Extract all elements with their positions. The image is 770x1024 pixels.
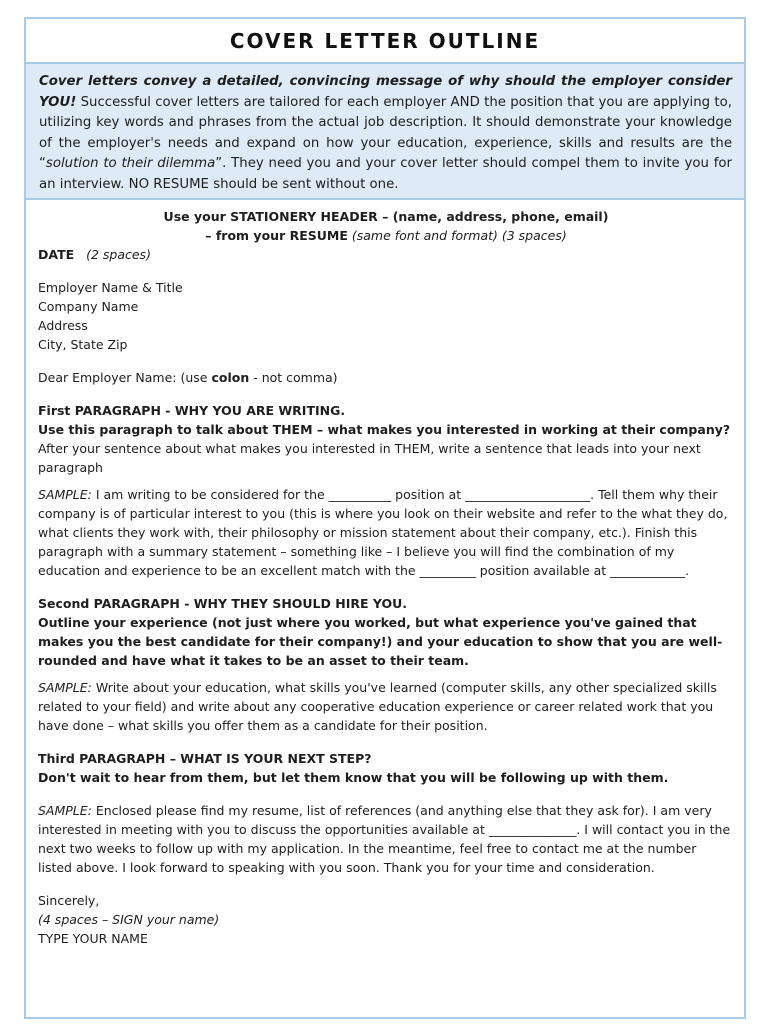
intro-italic: solution to their dilemma xyxy=(45,156,216,171)
p2-sample xyxy=(38,678,734,735)
p1-heading: First PARAGRAPH - WHY YOU ARE WRITING. xyxy=(38,403,346,418)
intro-text-2: ”. They need you and your cover letter should compel them to invite you for an interview. NO RESUME should be sent without one. xyxy=(39,156,732,192)
p1-text: After your sentence about what makes you interested in THEM, write a sentence that leads into your next paragraph xyxy=(38,441,701,475)
salutation-post: - not comma) xyxy=(249,370,338,385)
date-note: (2 spaces) xyxy=(86,247,151,262)
employer-line-4: City, State Zip xyxy=(38,337,128,352)
closing-name: TYPE YOUR NAME xyxy=(38,931,148,946)
p1-subheading: Use this paragraph to talk about THEM – what makes you interested in working at their company? xyxy=(38,422,731,437)
p3-sample-text: Enclosed please find my resume, list of references (and anything else that they ask for). I am very interested in meeting with you to discuss the opportunities available at ______________. I will contact you in the next two weeks to follow up with my application. In the meantime, feel free to contact me at the number listed above. I look forward to speaking with you soon. Thank you for your time and consideration. xyxy=(38,803,731,875)
closing-sincerely: Sincerely, xyxy=(38,893,100,908)
p3-heading: Third PARAGRAPH – WHAT IS YOUR NEXT STEP? xyxy=(38,751,372,766)
p2-sample-label: SAMPLE: xyxy=(38,680,92,695)
page-title: COVER LETTER OUTLINE xyxy=(229,28,541,53)
employer-line-3: Address xyxy=(38,318,88,333)
header-resume: – from your RESUME xyxy=(205,228,348,243)
title-box xyxy=(24,17,746,64)
salutation-bold: colon xyxy=(211,370,250,385)
p1-sample-label: SAMPLE: xyxy=(38,487,92,502)
salutation-pre: Dear Employer Name: (use xyxy=(38,370,212,385)
p2-sample-text: Write about your education, what skills you've learned (computer skills, any other specialized skills related to your field) and write about any cooperative education experience or career related work that you have done – what skills you offer them as a candidate for their position. xyxy=(38,680,717,733)
p1-sample-text: I am writing to be considered for the __________ position at ____________________. Tell them why their company is of particular interest to you (this is where you look on their website and refer to the what they do, what clients they work with, their philosophy or mission statement about their company, etc.). Finish this paragraph with a summary statement – something like – I believe you will find the combination of my education and experience to be an excellent match with the _________ position available at ____________. xyxy=(38,487,728,578)
p2-subheading: Outline your experience (not just where you worked, but what experience you've gained that makes you the best candidate for their company!) and your education to show that you are well-rounded and have what it takes to be an asset to their team. xyxy=(38,615,723,668)
p1-sample xyxy=(38,485,734,580)
date-label: DATE xyxy=(38,247,75,262)
salutation xyxy=(38,368,734,387)
closing-sign-note: (4 spaces – SIGN your name) xyxy=(38,912,220,927)
intro-box xyxy=(24,62,746,200)
p3-sample xyxy=(38,801,734,877)
p2-heading: Second PARAGRAPH - WHY THEY SHOULD HIRE YOU. xyxy=(38,596,408,611)
p3-subheading: Don't wait to hear from them, but let them know that you will be following up with them. xyxy=(38,770,669,785)
p3-sample-label: SAMPLE: xyxy=(38,803,92,818)
employer-line-1: Employer Name & Title xyxy=(38,280,183,295)
header-instruction-1: Use your STATIONERY HEADER – (name, address, phone, email) xyxy=(163,209,609,224)
letter-outline-body xyxy=(38,207,734,948)
intro-lead: Cover letters convey a detailed, convincing message of why should the employer consider YOU! xyxy=(39,74,732,110)
date-line xyxy=(38,245,734,264)
employer-line-2: Company Name xyxy=(38,299,139,314)
header-instruction-2 xyxy=(38,226,734,245)
header-note: (same font and format) (3 spaces) xyxy=(347,228,567,243)
intro-text-1: Successful cover letters are tailored for each employer AND the position that you are applying to, utilizing key words and phrases from the actual job description. It should demonstrate your knowledge of the employer's needs and expand on how your education, experience, skills and results are the “ xyxy=(39,94,732,171)
